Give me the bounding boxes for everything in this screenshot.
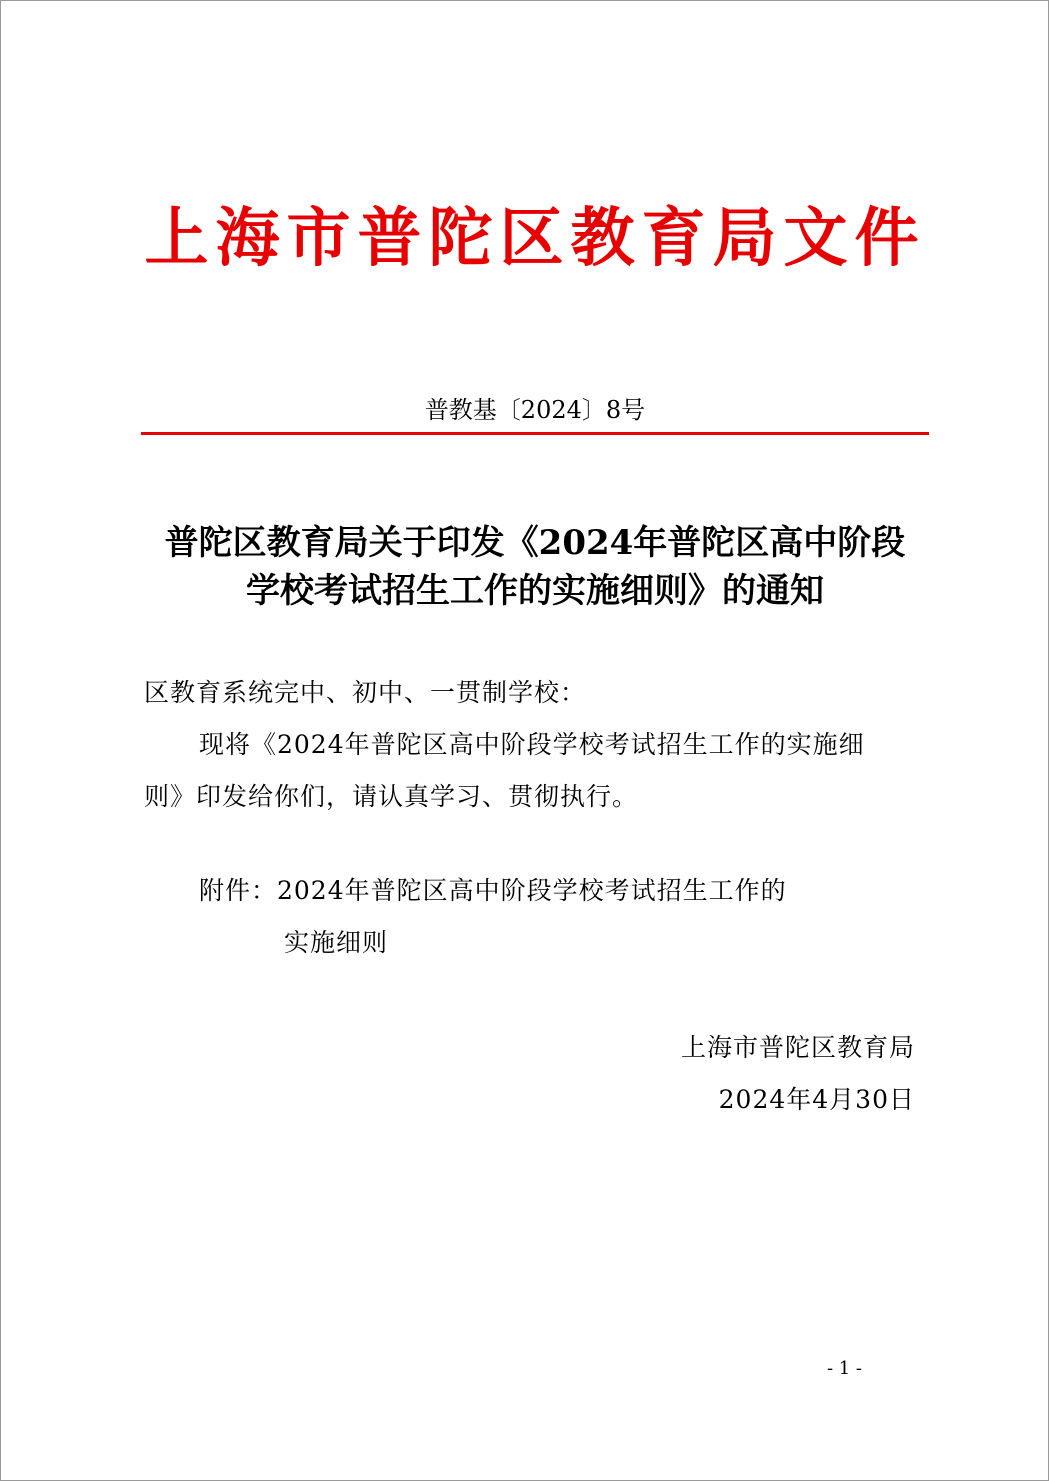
red-separator-line — [141, 432, 929, 435]
page-number: - 1 - — [826, 1358, 862, 1379]
title-line-2: 学校考试招生工作的实施细则》的通知 — [246, 571, 824, 611]
document-masthead: 上海市普陀区教育局文件 — [144, 201, 926, 276]
signature-date: 2024年4月30日 — [718, 1085, 915, 1114]
attachment-line-1: 附件：2024年普陀区高中阶段学校考试招生工作的 — [199, 876, 787, 905]
body-paragraph-line-1: 现将《2024年普陀区高中阶段学校考试招生工作的实施细 — [199, 730, 865, 759]
document-title — [131, 519, 939, 615]
body-paragraph-line-2: 则》印发给你们，请认真学习、贯彻执行。 — [144, 782, 639, 811]
signature-block — [681, 1022, 915, 1126]
attachment-line-2: 实施细则 — [284, 928, 389, 957]
title-line-1: 普陀区教育局关于印发《2024年普陀区高中阶段 — [164, 523, 906, 563]
signature-organization: 上海市普陀区教育局 — [680, 1033, 915, 1062]
document-number: 普教基〔2024〕8号 — [424, 396, 646, 424]
salutation: 区教育系统完中、初中、一贯制学校： — [144, 678, 587, 707]
